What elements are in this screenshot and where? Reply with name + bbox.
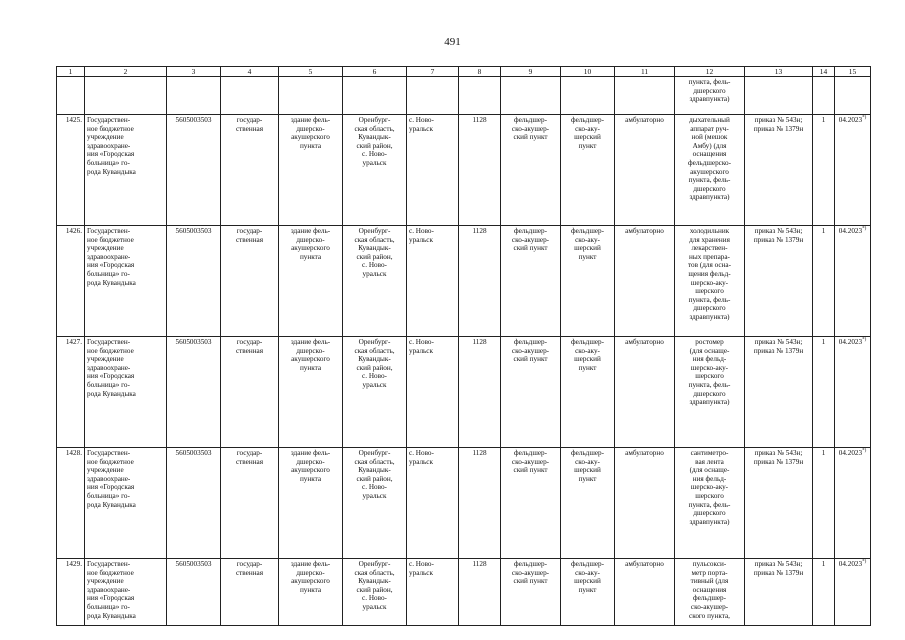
quantity-cell: 1: [813, 115, 835, 226]
order-cell: приказ № 543н; приказ № 1379н: [745, 226, 813, 337]
continuation-row: [57, 77, 871, 115]
address-cell: Оренбург- ская область, Кувандык- ский район, с. Ново- уральск: [343, 448, 407, 559]
row-number-cell: 1428.: [57, 448, 85, 559]
row-number-cell: 1427.: [57, 337, 85, 448]
organization-cell: Государствен- ное бюджетное учреждение здравоохране- ния «Городская больница» го- рода Кувандыка: [85, 559, 167, 626]
inn-cell: 5605003503: [167, 337, 221, 448]
quantity-cell: 1: [813, 337, 835, 448]
unit-cell: фельдшер- ско-акушер- ский пункт: [501, 448, 561, 559]
column-number-4: 4: [221, 67, 279, 77]
locality-cell: с. Ново- уральск: [407, 337, 459, 448]
ownership-cell: государ- ственная: [221, 337, 279, 448]
building-cell: здание фель- дшерско- акушерского пункта: [279, 226, 343, 337]
code-cell: 1128: [459, 115, 501, 226]
ownership-cell: государ- ственная: [221, 226, 279, 337]
inn-cell: 5605003503: [167, 226, 221, 337]
row-number-cell: 1425.: [57, 115, 85, 226]
care-form-cell: амбулаторно: [615, 226, 675, 337]
table-row: [57, 337, 871, 448]
unit-cell: фельдшер- ско-акушер- ский пункт: [501, 115, 561, 226]
organization-cell: Государствен- ное бюджетное учреждение здравоохране- ния «Городская больница» го- рода Кувандыка: [85, 115, 167, 226]
column-number-6: 6: [343, 67, 407, 77]
equipment-cell: ростомер (для оснаще- ния фельд- шерско-аку- шерского пункта, фель- дшерского здравпункта): [675, 337, 745, 448]
organization-cell: Государствен- ное бюджетное учреждение здравоохране- ния «Городская больница» го- рода Кувандыка: [85, 226, 167, 337]
column-number-9: 9: [501, 67, 561, 77]
building-cell: здание фель- дшерско- акушерского пункта: [279, 337, 343, 448]
page-number: 491: [444, 36, 461, 48]
code-cell: 1128: [459, 448, 501, 559]
column-number-12: 12: [675, 67, 745, 77]
code-cell: 1128: [459, 337, 501, 448]
continuation-equipment-cell: пункта, фель- дшерского здравпункта): [675, 77, 745, 115]
locality-cell: с. Ново- уральск: [407, 559, 459, 626]
footnote-mark: *): [862, 115, 867, 121]
footnote-mark: *): [862, 337, 867, 343]
address-cell: Оренбург- ская область, Кувандык- ский район, с. Ново- уральск: [343, 115, 407, 226]
table-row: [57, 226, 871, 337]
unit-cell: фельдшер- ско-акушер- ский пункт: [501, 226, 561, 337]
column-number-1: 1: [57, 67, 85, 77]
equipment-cell: дыхательный аппарат руч- ной (мешок Амбу) (для оснащения фельдшерско- акушерского пункта, фель- дшерского здравпункта): [675, 115, 745, 226]
unit-type-cell: фельдшер- ско-аку- шерский пункт: [561, 559, 615, 626]
unit-type-cell: фельдшер- ско-аку- шерский пункт: [561, 226, 615, 337]
unit-cell: фельдшер- ско-акушер- ский пункт: [501, 337, 561, 448]
date-cell: [835, 337, 871, 448]
equipment-cell: холодильник для хранения лекарствен- ных препара- тов (для осна- щения фельд- шерско-аку- шерского пункта, фель- дшерского здравпункта): [675, 226, 745, 337]
unit-type-cell: фельдшер- ско-аку- шерский пункт: [561, 115, 615, 226]
ownership-cell: государ- ственная: [221, 115, 279, 226]
date-cell: [835, 559, 871, 626]
footnote-mark: *): [862, 226, 867, 232]
building-cell: здание фель- дшерско- акушерского пункта: [279, 115, 343, 226]
address-cell: Оренбург- ская область, Кувандык- ский район, с. Ново- уральск: [343, 337, 407, 448]
address-cell: Оренбург- ская область, Кувандык- ский район, с. Ново- уральск: [343, 226, 407, 337]
unit-type-cell: фельдшер- ско-аку- шерский пункт: [561, 337, 615, 448]
registry-table: [56, 66, 871, 626]
unit-type-cell: фельдшер- ско-аку- шерский пункт: [561, 448, 615, 559]
date-cell: [835, 448, 871, 559]
footnote-mark: *): [862, 448, 867, 454]
building-cell: здание фель- дшерско- акушерского пункта: [279, 559, 343, 626]
date-value: 04.2023: [838, 227, 863, 235]
table-row: [57, 115, 871, 226]
care-form-cell: амбулаторно: [615, 448, 675, 559]
column-number-11: 11: [615, 67, 675, 77]
column-number-8: 8: [459, 67, 501, 77]
organization-cell: Государствен- ное бюджетное учреждение здравоохране- ния «Городская больница» го- рода Кувандыка: [85, 448, 167, 559]
column-number-10: 10: [561, 67, 615, 77]
locality-cell: с. Ново- уральск: [407, 226, 459, 337]
care-form-cell: амбулаторно: [615, 559, 675, 626]
equipment-cell: сантиметро- вая лента (для оснаще- ния фельд- шерско-аку- шерского пункта, фель- дшерского здравпункта): [675, 448, 745, 559]
footnote-mark: *): [862, 559, 867, 565]
row-number-cell: 1426.: [57, 226, 85, 337]
date-cell: [835, 226, 871, 337]
column-number-15: 15: [835, 67, 871, 77]
table-row: [57, 559, 871, 626]
column-number-2: 2: [85, 67, 167, 77]
building-cell: здание фель- дшерско- акушерского пункта: [279, 448, 343, 559]
quantity-cell: 1: [813, 226, 835, 337]
order-cell: приказ № 543н; приказ № 1379н: [745, 337, 813, 448]
column-number-row: [57, 67, 871, 77]
date-cell: [835, 115, 871, 226]
row-number-cell: 1429.: [57, 559, 85, 626]
date-value: 04.2023: [838, 560, 863, 568]
code-cell: 1128: [459, 559, 501, 626]
inn-cell: 5605003503: [167, 559, 221, 626]
care-form-cell: амбулаторно: [615, 337, 675, 448]
quantity-cell: 1: [813, 559, 835, 626]
care-form-cell: амбулаторно: [615, 115, 675, 226]
ownership-cell: государ- ственная: [221, 559, 279, 626]
locality-cell: с. Ново- уральск: [407, 448, 459, 559]
organization-cell: Государствен- ное бюджетное учреждение здравоохране- ния «Городская больница» го- рода Кувандыка: [85, 337, 167, 448]
code-cell: 1128: [459, 226, 501, 337]
equipment-cell: пульсокси- метр порта- тивный (для оснащения фельдшер- ско-акушер- ского пункта,: [675, 559, 745, 626]
table-row: [57, 448, 871, 559]
order-cell: приказ № 543н; приказ № 1379н: [745, 115, 813, 226]
column-number-3: 3: [167, 67, 221, 77]
inn-cell: 5605003503: [167, 115, 221, 226]
column-number-13: 13: [745, 67, 813, 77]
order-cell: приказ № 543н; приказ № 1379н: [745, 448, 813, 559]
date-value: 04.2023: [838, 338, 863, 346]
column-number-5: 5: [279, 67, 343, 77]
unit-cell: фельдшер- ско-акушер- ский пункт: [501, 559, 561, 626]
column-number-7: 7: [407, 67, 459, 77]
date-value: 04.2023: [838, 449, 863, 457]
column-number-14: 14: [813, 67, 835, 77]
locality-cell: с. Ново- уральск: [407, 115, 459, 226]
date-value: 04.2023: [838, 116, 863, 124]
ownership-cell: государ- ственная: [221, 448, 279, 559]
quantity-cell: 1: [813, 448, 835, 559]
address-cell: Оренбург- ская область, Кувандык- ский район, с. Ново- уральск: [343, 559, 407, 626]
order-cell: приказ № 543н; приказ № 1379н: [745, 559, 813, 626]
inn-cell: 5605003503: [167, 448, 221, 559]
